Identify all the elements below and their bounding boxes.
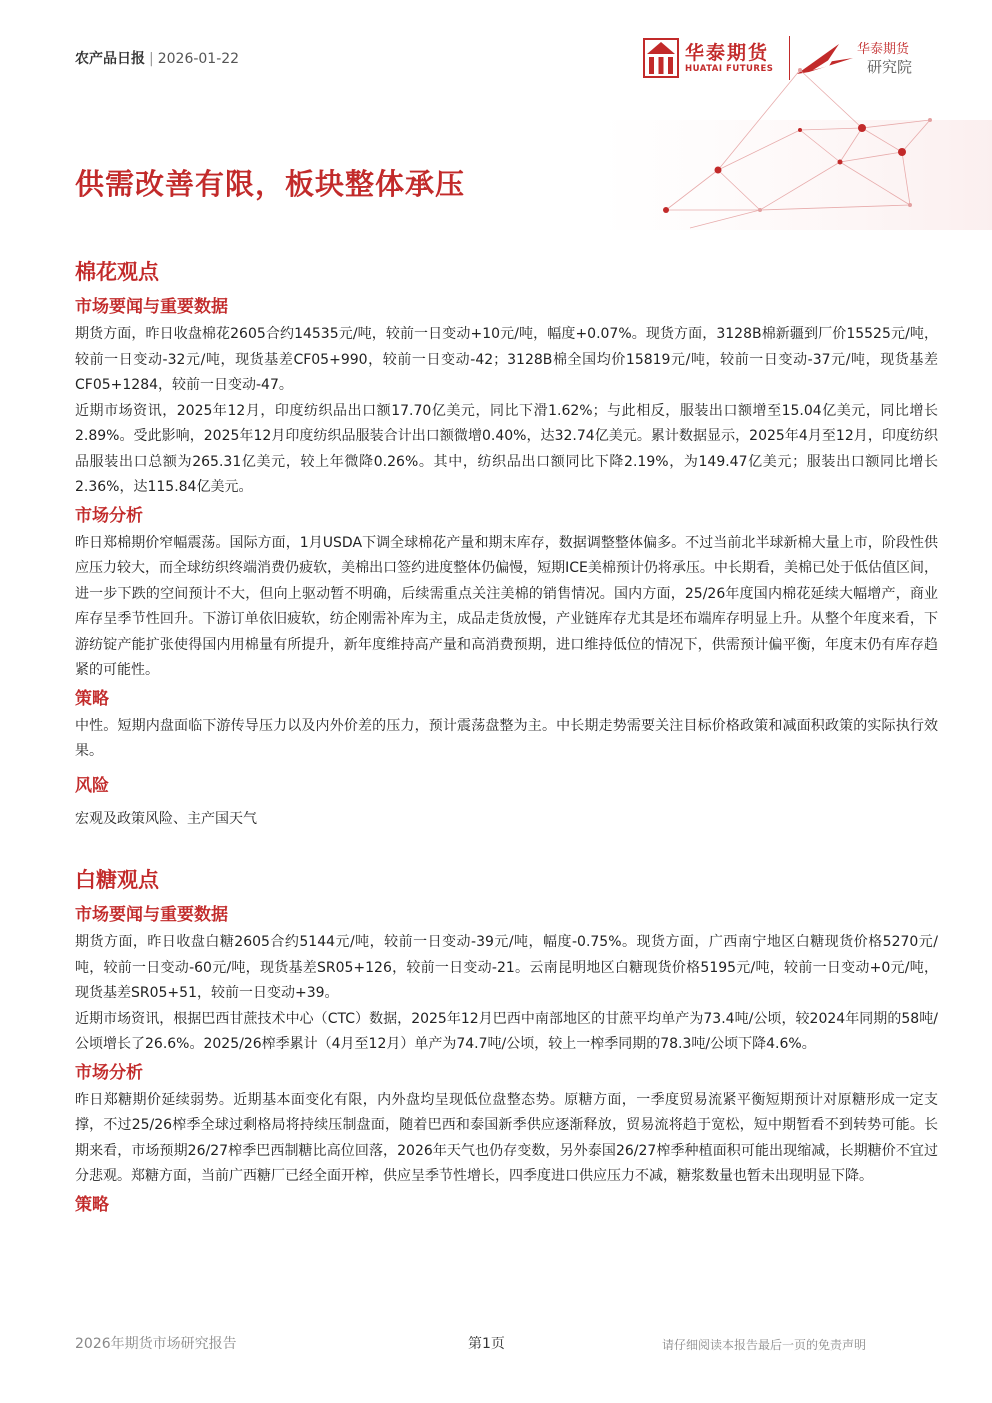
sugar-title: 白糖观点	[75, 868, 159, 892]
cotton-strategy-paragraph: 中性。短期内盘面临下游传导压力以及内外价差的压力，预计震荡盘整为主。中长期走势需要关注目标价格政策和减面积政策的实际执行效果。	[75, 717, 938, 759]
institute-name-line1: 华泰期货	[857, 42, 910, 57]
brand-name-en: HUATAI FUTURES	[685, 64, 774, 74]
sugar-section	[75, 864, 938, 1220]
cotton-analysis-heading: 市场分析	[75, 505, 143, 526]
page-header	[0, 0, 992, 230]
sugar-news-heading: 市场要闻与重要数据	[75, 905, 228, 925]
sugar-strategy-heading: 策略	[75, 1194, 109, 1215]
cotton-news-heading: 市场要闻与重要数据	[75, 297, 228, 317]
cotton-title: 棉花观点	[75, 260, 159, 284]
sugar-news-paragraph-2: 近期市场资讯，根据巴西甘蔗技术中心（CTC）数据，2025年12月巴西中南部地区的甘蔗平均单产为73.4吨/公顷，较2024年同期的58吨/公顷增长了26.6%。2025/26榨季累计（4月至12月）单产为74.7吨/公顷，较上一榨季同期的78.3吨/公顷下降4.6%。	[75, 1010, 938, 1052]
report-body	[75, 256, 938, 1220]
section-gap	[75, 848, 938, 864]
brand-name-cn: 华泰期货	[685, 42, 770, 64]
report-date: 2026-01-22	[157, 51, 240, 67]
report-type: 农产品日报	[75, 51, 145, 67]
page-footer	[0, 1330, 992, 1360]
sugar-news-paragraph-1: 期货方面，昨日收盘白糖2605合约5144元/吨，较前一日变动-39元/吨，幅度-0.75%。现货方面，广西南宁地区白糖现货价格5270元/吨，较前一日变动-60元/吨，现货基差SR05+126，较前一日变动-21。云南昆明地区白糖现货价格5195元/吨，较前一日变动+0元/吨，现货基差SR05+51，较前一日变动+39。	[75, 934, 938, 1001]
cotton-risk-paragraph: 宏观及政策风险、主产国天气	[75, 810, 257, 827]
footer-disclaimer-note: 请仔细阅读本报告最后一页的免责声明	[662, 1338, 867, 1352]
section-gap	[75, 832, 938, 848]
cotton-strategy-heading: 策略	[75, 688, 109, 709]
cotton-news-paragraph-2: 近期市场资讯，2025年12月，印度纺织品出口额17.70亿美元，同比下滑1.62%；与此相反，服装出口额增至15.04亿美元，同比增长2.89%。受此影响，2025年12月印度纺织品服装合计出口额微增0.40%，达32.74亿美元。累计数据显示，2025年4月至12月，印度纺织品服装出口总额为265.31亿美元，较上年微降0.26%。其中，纺织品出口额同比下降2.19%，为149.47亿美元；服装出口额同比增长2.36%，达115.84亿美元。	[75, 402, 938, 495]
footer-report-series: 2026年期货市场研究报告	[75, 1336, 237, 1352]
sugar-analysis-heading: 市场分析	[75, 1062, 143, 1083]
footer-page-number: 第1页	[468, 1336, 505, 1352]
report-meta	[75, 48, 239, 68]
meta-separator: |	[149, 51, 154, 67]
cotton-news-paragraph-1: 期货方面，昨日收盘棉花2605合约14535元/吨，较前一日变动+10元/吨，幅度+0.07%。现货方面，3128B棉新疆到厂价15525元/吨，较前一日变动-32元/吨，现货基差CF05+990，较前一日变动-42；3128B棉全国均价15819元/吨，较前一日变动-37元/吨，现货基差CF05+1284，较前一日变动-47。	[75, 326, 938, 393]
cotton-analysis-paragraph: 昨日郑棉期价窄幅震荡。国际方面，1月USDA下调全球棉花产量和期末库存，数据调整整体偏多。不过当前北半球新棉大量上市，阶段性供应压力较大，而全球纺织终端消费仍疲软，美棉出口签约进度整体仍偏慢，短期ICE美棉预计仍将承压。中长期看，美棉已处于低估值区间，进一步下跌的空间预计不大，但向上驱动暂不明确，后续需重点关注美棉的销售情况。国内方面，25/26年度国内棉花延续大幅增产，商业库存呈季节性回升。下游订单依旧疲软，纺企刚需补库为主，成品走货放慢，产业链库存尤其是坯布端库存明显上升。从整个年度来看，下游纺锭产能扩张使得国内用棉量有所提升，新年度维持高产量和高消费预期，进口维持低位的情况下，供需预计偏平衡，年度末仍有库存趋紧的可能性。	[75, 534, 938, 678]
report-headline: 供需改善有限，板块整体承压	[75, 167, 466, 201]
institute-name-line2: 研究院	[867, 58, 913, 76]
sugar-analysis-paragraph: 昨日郑糖期价延续弱势。近期基本面变化有限，内外盘均呈现低位盘整态势。原糖方面，一季度贸易流紧平衡短期预计对原糖形成一定支撑，不过25/26榨季全球过剩格局将持续压制盘面，随着巴西和泰国新季供应逐渐释放，贸易流将趋于宽松，短中期暂看不到转势可能。长期来看，市场预期26/27榨季巴西制糖比高位回落，2026年天气也仍存变数，另外泰国26/27榨季种植面积可能出现缩减，长期糖价不宜过分悲观。郑糖方面，当前广西糖厂已经全面开榨，供应呈季节性增长，四季度进口供应压力不减，糖浆数量也暂未出现明显下降。	[75, 1091, 938, 1184]
network-decoration-icon	[600, 60, 992, 230]
cotton-risk-heading: 风险	[75, 775, 109, 796]
cotton-section	[75, 256, 938, 832]
